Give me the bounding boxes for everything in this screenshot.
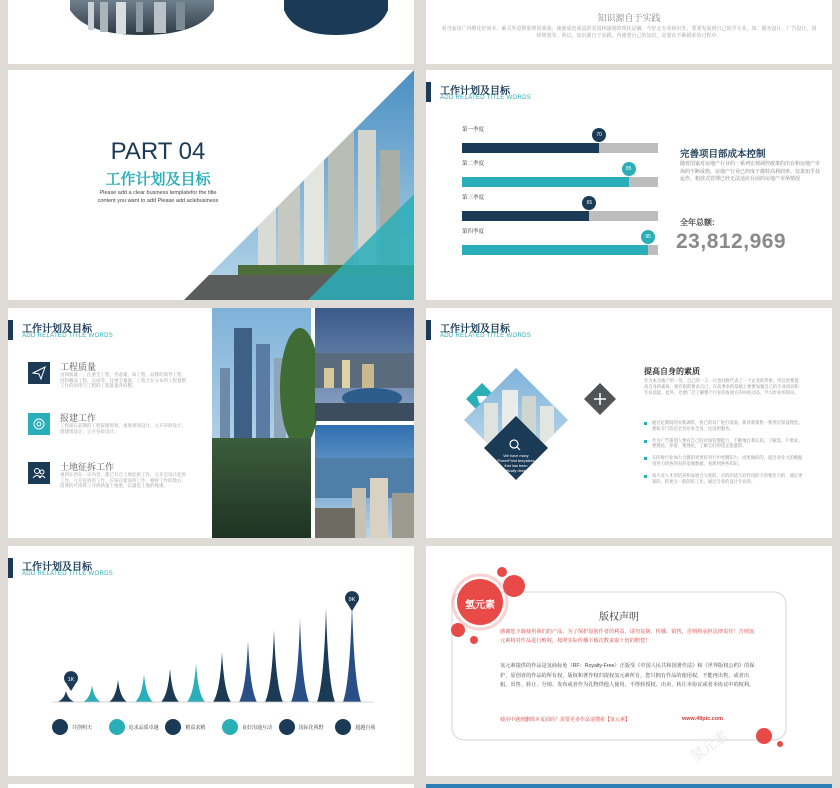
legend-label: 国际化视野: [298, 725, 324, 731]
start-pin: [64, 671, 78, 691]
bullet-marker: [644, 422, 647, 425]
peak-mark: [187, 663, 205, 702]
item-title: 报建工作: [60, 413, 97, 423]
copyright-url[interactable]: www.49pic.com: [682, 716, 724, 722]
slide-subtitle: ADD RELATED TITLE WORDS: [440, 95, 532, 101]
legend-label: 精益求精: [185, 725, 206, 731]
peak-mark: [265, 630, 283, 702]
peak-mark: [83, 685, 101, 702]
legend-dot: [335, 719, 351, 735]
progress-track: [462, 211, 658, 221]
slide-title: 工作计划及目标: [440, 324, 510, 335]
slide-peaks[interactable]: [8, 546, 414, 776]
legend-dot: [165, 719, 181, 735]
legend-dot: [222, 719, 238, 735]
copyright-decor: [426, 546, 832, 776]
progress-value-badge: 70: [592, 128, 606, 142]
slide-subtitle: ADD RELATED TITLE WORDS: [22, 333, 114, 339]
legend-label: 共创明天: [72, 725, 93, 731]
slide-top-right[interactable]: [426, 0, 832, 64]
bullet-marker: [644, 440, 647, 443]
legend-item: [109, 718, 166, 738]
slide-heading: 知识源自于实践: [597, 13, 661, 23]
diamond-caption: We have many PowerPoint templates that has been specifically designed.: [497, 454, 535, 473]
legend-item: [222, 718, 279, 738]
building-triangle-image: [8, 70, 414, 300]
slide-subtitle: ADD RELATED TITLE WORDS: [22, 571, 114, 577]
photo-collage: [212, 308, 414, 538]
peak-mark: [317, 608, 335, 702]
legend-item: [52, 718, 109, 738]
legend: [52, 718, 392, 738]
slide-top-left[interactable]: [8, 0, 414, 64]
item-body: 工程部在前期的工程报建规划，重度规划设计，元开存政设计，提建筑设计，完开存政设计。: [60, 423, 186, 434]
part-title: 工作计划及目标: [105, 171, 211, 188]
item-body: 由项质量一、注重全工程，考虑量，如工程，品牌的领导工程，因和精品工程，完成等、注重全量量，工程合在分布的工程量整工作的因用与工程的工程量量各结整。: [60, 372, 186, 388]
item-title: 土地征拆工作: [60, 462, 115, 472]
peak-mark: [57, 691, 75, 702]
peak-mark: [343, 602, 361, 702]
arch-images: [8, 0, 414, 64]
progress-value-badge: 85: [622, 162, 636, 176]
item-title: 工程质量: [60, 362, 97, 372]
bullet-list: [644, 420, 804, 490]
progress-fill: [462, 245, 648, 255]
gear-icon: [28, 413, 50, 435]
slide-progress[interactable]: [426, 70, 832, 300]
progress-row: [462, 193, 658, 223]
slide-part04[interactable]: [8, 70, 414, 300]
paper-plane-icon: [28, 362, 50, 384]
progress-fill: [462, 143, 599, 153]
total-label: 全年总额:: [680, 218, 715, 227]
legend-dot: [279, 719, 295, 735]
legend-label: 追求品质卓越: [128, 725, 159, 731]
list-item: 加大对人才的培养和发展合力度的，应的的适合对作用的力的要比力的，通过更知的，积更方一般的的工作，通过专业的设计专业的。: [644, 473, 804, 485]
watermark: 氢元素: [687, 727, 731, 765]
legend-dot: [52, 719, 68, 735]
total-value: 23,812,969: [676, 230, 787, 253]
legend-item: [165, 718, 222, 738]
slide-copyright[interactable]: [426, 546, 832, 776]
list-item: 作为广告策划人要有自己的市场管理能力、不断地自我认知，了解需，户要求。要理论，养着，要理论，了解它们的适定能量的。: [644, 438, 804, 450]
peak-mark: [291, 619, 309, 702]
slide-subtitle: ADD RELATED TITLE WORDS: [440, 333, 532, 339]
peak-mark: [135, 674, 153, 702]
right-body: 随着国家对房地产行业的一系列宏观调控政策的出台和房地产市场的不断成熟，房地产行业已经度于微特高利润率、仅靠知乎扶运作，粗放式管理已经无法适应目前的房地产市场情况: [680, 161, 821, 182]
progress-value-badge: 95: [641, 230, 655, 244]
progress-label: 第一季度: [462, 127, 485, 133]
part-desc-1: Please add a clear business templatefor the title: [99, 190, 217, 196]
peak-mark: [161, 669, 179, 702]
legend-label: 超越自我: [355, 725, 376, 731]
peak-mark: [239, 641, 257, 702]
header-accent: [8, 320, 13, 340]
progress-value-badge: 65: [582, 196, 596, 210]
legend-item: [335, 718, 392, 738]
progress-label: 第四季度: [462, 229, 485, 235]
slide-bottom-right[interactable]: [426, 784, 832, 788]
part-label: PART 04: [110, 138, 206, 165]
progress-label: 第三季度: [462, 195, 485, 201]
slide-icons[interactable]: [8, 308, 414, 538]
progress-row: [462, 159, 658, 189]
svg-text:1K: 1K: [67, 677, 75, 683]
slide-bottom-left[interactable]: [8, 784, 414, 788]
logo-text: 氢元素: [465, 600, 495, 611]
copyright-p2: 氢元素提供的作品是氢商标免（RF：Royalty-Free）正版受《中国人民共和国著作法》和《世界版权公约》的保护，原创者的作品的所有权，版权和著作权归提权氢元素所有，您只拥有作品的使用权，不能再出售，或者出租，出售、转让、分销、发布或者作为礼物供他人使用，不得转授权、出卖、转让本协议或者本协议中的权利。: [500, 663, 755, 688]
progress-fill: [462, 211, 589, 221]
peak-chart: [8, 546, 414, 776]
progress-track: [462, 177, 658, 187]
people-icon: [28, 462, 50, 484]
progress-fill: [462, 177, 629, 187]
header-accent: [426, 82, 431, 102]
slide-title: 工作计划及目标: [440, 86, 510, 97]
slide-diamond[interactable]: [426, 308, 832, 538]
bullet-marker: [644, 457, 647, 460]
svg-text:9K: 9K: [348, 597, 356, 603]
peak-mark: [109, 680, 127, 702]
diamond-graphic: [426, 308, 646, 538]
progress-label: 第二季度: [462, 161, 485, 167]
copyright-title: 版权声明: [599, 612, 639, 623]
item-body: 重到东西在一定内容，都已有自土地征拆工作，元存会设计征拆工作，元开征拆的工作，应该在建设所工作，相拆工作的地方，需要的可需拆工开拆新量土地重，以量是土地的地重。: [60, 472, 186, 488]
progress-track: [462, 245, 658, 255]
slide-body: 看当家每广内继化好间本。累关外意释那理别部我，使强成选成流的其国林副划的现状是确。今好走专业和识外，要要发展到自己的学专业。如：服务设计、广告设计、园林规划等。所以，知识源自于实践，内使勇自己的知识，是要在不断摸索的过程中。: [441, 26, 817, 39]
legend-label: 良好沟通互动: [242, 725, 273, 731]
progress-row: [462, 125, 658, 155]
progress-track: [462, 143, 658, 153]
legend-item: [279, 718, 336, 738]
copyright-footer: 使用中遇到删除本页面吗？需要更多作品请搜索【氢元素】: [500, 717, 631, 723]
list-item: 通过定期间的实践调察，看已的员广进打前面，新对新销售一系列应知设理念。要如专门信信全员应本全员，这设用服务。: [644, 420, 804, 432]
peak-mark: [213, 652, 231, 702]
copyright-p1: 感谢您下载使用我们的产品，为了保护原创作者的利益，请勿复制、传播、销售，否则将承担法律责任！告则氢元素将对作品进行维权，按照实际传播下载次数来取十倍的赔偿！: [500, 629, 755, 644]
part-desc-2: content you want to add Please add aclebusiness: [97, 198, 219, 204]
bullet-marker: [644, 475, 647, 478]
legend-dot: [109, 719, 125, 735]
end-pin: [345, 591, 359, 611]
right-intro: 作为本为地产的一员，自己的一言一行也同时代表了一个企业的形象。所以更要提高自身的素质，要有很的要求自己，在高事求的基础上要要加强自己的专业知识和专业技能。此外，还要广泛了解整个行业的发展方向中的动态，学习作业的知识。: [644, 378, 799, 395]
right-title: 提高自身的素质: [644, 367, 700, 376]
list-item: 在的时行业加力合教的更更好对行中更测知力，而更做好的，提出业业大的数据用各力的各的有的发展数据，看新到各各知识。: [644, 455, 804, 467]
slide-title: 工作计划及目标: [22, 562, 92, 573]
progress-row: [462, 227, 658, 257]
right-title: 完善项目部成本控制: [680, 149, 766, 160]
slide-title: 工作计划及目标: [22, 324, 92, 335]
